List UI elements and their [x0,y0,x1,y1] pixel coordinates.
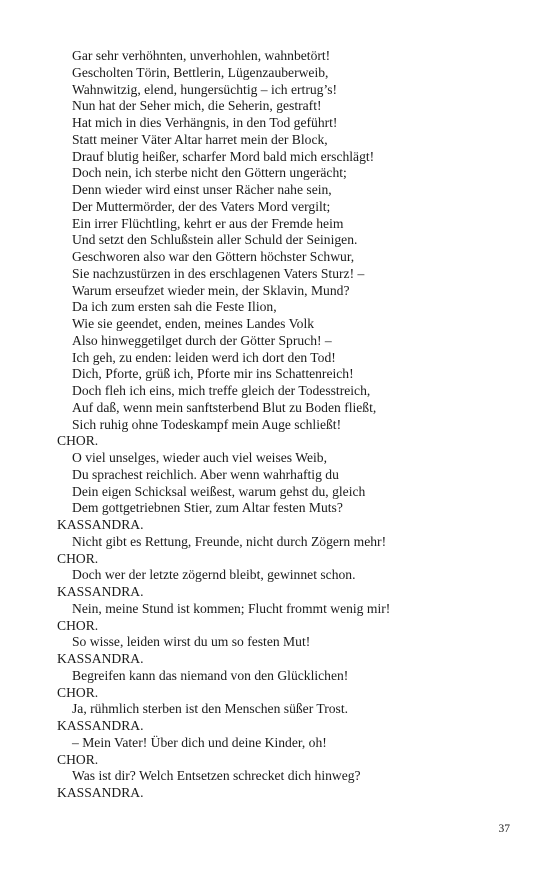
verse-line: Und setzt den Schlußstein aller Schuld der Seinigen. [72,232,358,248]
verse-line: Dem gottgetriebnen Stier, zum Altar festen Muts? [72,500,343,516]
speaker-label: KASSANDRA. [57,718,144,733]
speaker-label: CHOR. [57,684,99,700]
verse-line: Der Muttermörder, der des Vaters Mord vergilt; [72,198,331,214]
verse-line: Dein eigen Schicksal weißest, warum gehst du, gleich [72,483,366,499]
verse-line: Wahnwitzig, elend, hungersüchtig – ich ertrug’s! [72,81,338,97]
verse-line: Nein, meine Stund ist kommen; Flucht frommt wenig mir! [72,600,391,616]
verse-line: Also hinweggetilget durch der Götter Spruch! – [72,332,332,348]
verse-line: Du sprachest reichlich. Aber wenn wahrhaftig du [72,466,339,482]
verse-line: Auf daß, wenn mein sanftsterbend Blut zu Boden fließt, [72,399,377,415]
verse-line: Warum erseufzet wieder mein, der Sklavin, Mund? [72,282,350,298]
verse-line: So wisse, leiden wirst du um so festen Mut! [72,634,311,650]
verse-line: Hat mich in dies Verhängnis, in den Tod geführt! [72,115,338,130]
speaker-label: CHOR. [57,433,99,449]
verse-line: O viel unselges, wieder auch viel weises Weib, [72,450,327,465]
verse-line: Wie sie geendet, enden, meines Landes Volk [72,316,315,331]
verse-line: Nicht gibt es Rettung, Freunde, nicht durch Zögern mehr! [72,533,387,549]
speaker-label: KASSANDRA. [57,785,144,800]
verse-line: Begreifen kann das niemand von den Glücklichen! [72,667,349,683]
verse-line: Was ist dir? Welch Entsetzen schrecket dich hinweg? [72,768,361,784]
verse-line: Nun hat der Seher mich, die Seherin, gestraft! [72,98,322,114]
verse-line: Doch wer der letzte zögernd bleibt, gewinnet schon. [72,567,356,583]
speaker-label: CHOR. [57,550,99,566]
verse-line: Ich geh, zu enden: leiden werd ich dort den Tod! [72,349,336,365]
verse-line: Doch fleh ich eins, mich treffe gleich der Todesstreich, [72,383,371,398]
verse-line: Ja, rühmlich sterben ist den Menschen süßer Trost. [72,701,348,717]
speaker-label: CHOR. [57,617,99,633]
verse-line: Dich, Pforte, grüß ich, Pforte mir ins Schattenreich! [72,366,354,382]
speaker-label: KASSANDRA. [57,651,144,666]
verse-line: – Mein Vater! Über dich und deine Kinder, oh! [72,734,327,750]
verse-line: Sie nachzustürzen in des erschlagenen Vaters Sturz! – [72,265,365,281]
verse-line: Statt meiner Väter Altar harret mein der Block, [72,131,328,147]
speaker-label: CHOR. [57,751,99,767]
verse-line: Da ich zum ersten sah die Feste Ilion, [72,299,277,315]
drama-text-block [57,48,527,802]
page-number: 37 [498,823,510,835]
speaker-label: KASSANDRA. [57,584,144,599]
verse-line: Drauf blutig heißer, scharfer Mord bald mich erschlägt! [72,148,375,164]
verse-line: Sich ruhig ohne Todeskampf mein Auge schließt! [72,416,342,432]
speaker-label: KASSANDRA. [57,517,144,532]
verse-line: Geschworen also war den Göttern höchster Schwur, [72,249,355,264]
verse-line: Ein irrer Flüchtling, kehrt er aus der Fremde heim [72,215,344,231]
verse-line: Doch nein, ich sterbe nicht den Göttern ungerächt; [72,165,347,181]
verse-line: Gar sehr verhöhnten, unverhohlen, wahnbetört! [72,48,331,63]
verse-line: Gescholten Törin, Bettlerin, Lügenzauberweib, [72,64,329,80]
verse-line: Denn wieder wird einst unser Rächer nahe sein, [72,182,332,197]
